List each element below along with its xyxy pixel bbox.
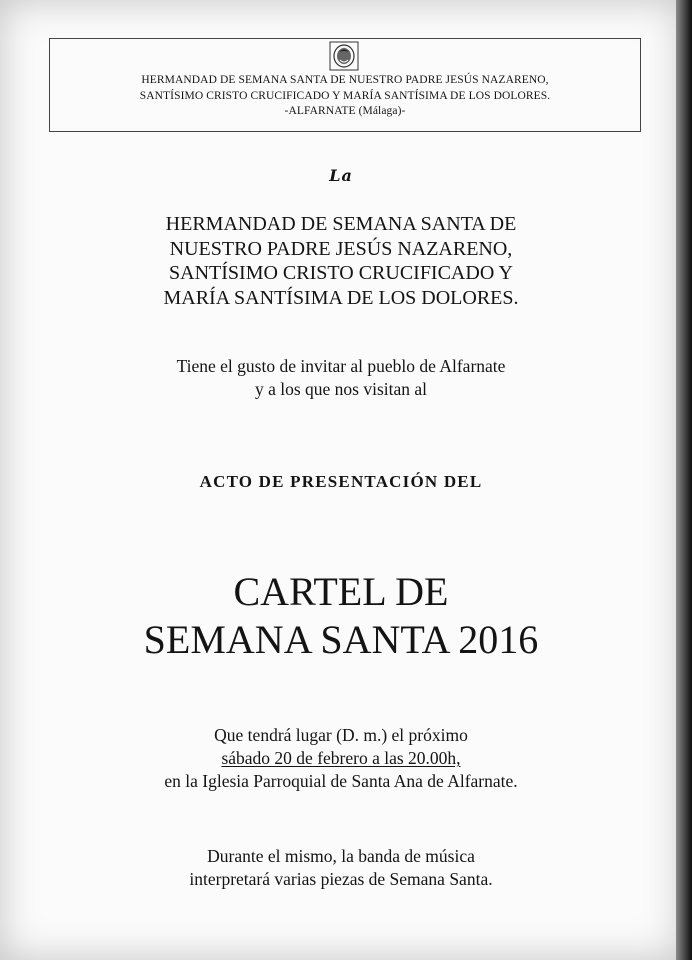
invitation-line-1: Tiene el gusto de invitar al pueblo de Alfarnate — [176, 356, 506, 376]
event-date-time: sábado 20 de febrero a las 20.00h, — [221, 748, 461, 768]
cartel-title-line-2: SEMANA SANTA 2016 — [143, 617, 539, 662]
music-note-line-2: interpretará varias piezas de Semana Santa. — [189, 869, 493, 889]
letterhead-text — [50, 73, 640, 120]
music-note-line-1: Durante el mismo, la banda de música — [207, 846, 475, 866]
hermandad-line-1: HERMANDAD DE SEMANA SANTA DE — [165, 213, 517, 235]
letterhead-line-2: SANTÍSIMO CRISTO CRUCIFICADO Y MARÍA SANTÍSIMA DE LOS DOLORES. — [139, 89, 551, 102]
letterhead-line-3: -ALFARNATE (Málaga)- — [284, 105, 406, 117]
event-location: en la Iglesia Parroquial de Santa Ana de Alfarnate. — [164, 771, 518, 791]
cartel-title — [0, 568, 682, 664]
page-edge-shadow — [676, 0, 692, 960]
invitation-line-2: y a los que nos visitan al — [254, 379, 428, 399]
acto-heading: ACTO DE PRESENTACIÓN DEL — [199, 472, 483, 491]
hermandad-name — [0, 212, 682, 310]
music-note — [0, 845, 682, 891]
event-details — [0, 724, 682, 793]
article-la: La — [329, 166, 353, 185]
letterhead-box — [49, 38, 641, 132]
event-line-1: Que tendrá lugar (D. m.) el próximo — [214, 725, 468, 745]
letterhead-line-1: HERMANDAD DE SEMANA SANTA DE NUESTRO PADRE JESÚS NAZARENO, — [141, 74, 549, 86]
cartel-title-line-1: CARTEL DE — [233, 569, 449, 614]
hermandad-line-3: SANTÍSIMO CRISTO CRUCIFICADO Y — [169, 262, 513, 284]
hermandad-line-4: MARÍA SANTÍSIMA DE LOS DOLORES. — [163, 286, 519, 309]
invitation-text — [0, 355, 682, 401]
hermandad-line-2: NUESTRO PADRE JESÚS NAZARENO, — [169, 237, 513, 260]
brotherhood-emblem-icon — [329, 41, 359, 71]
